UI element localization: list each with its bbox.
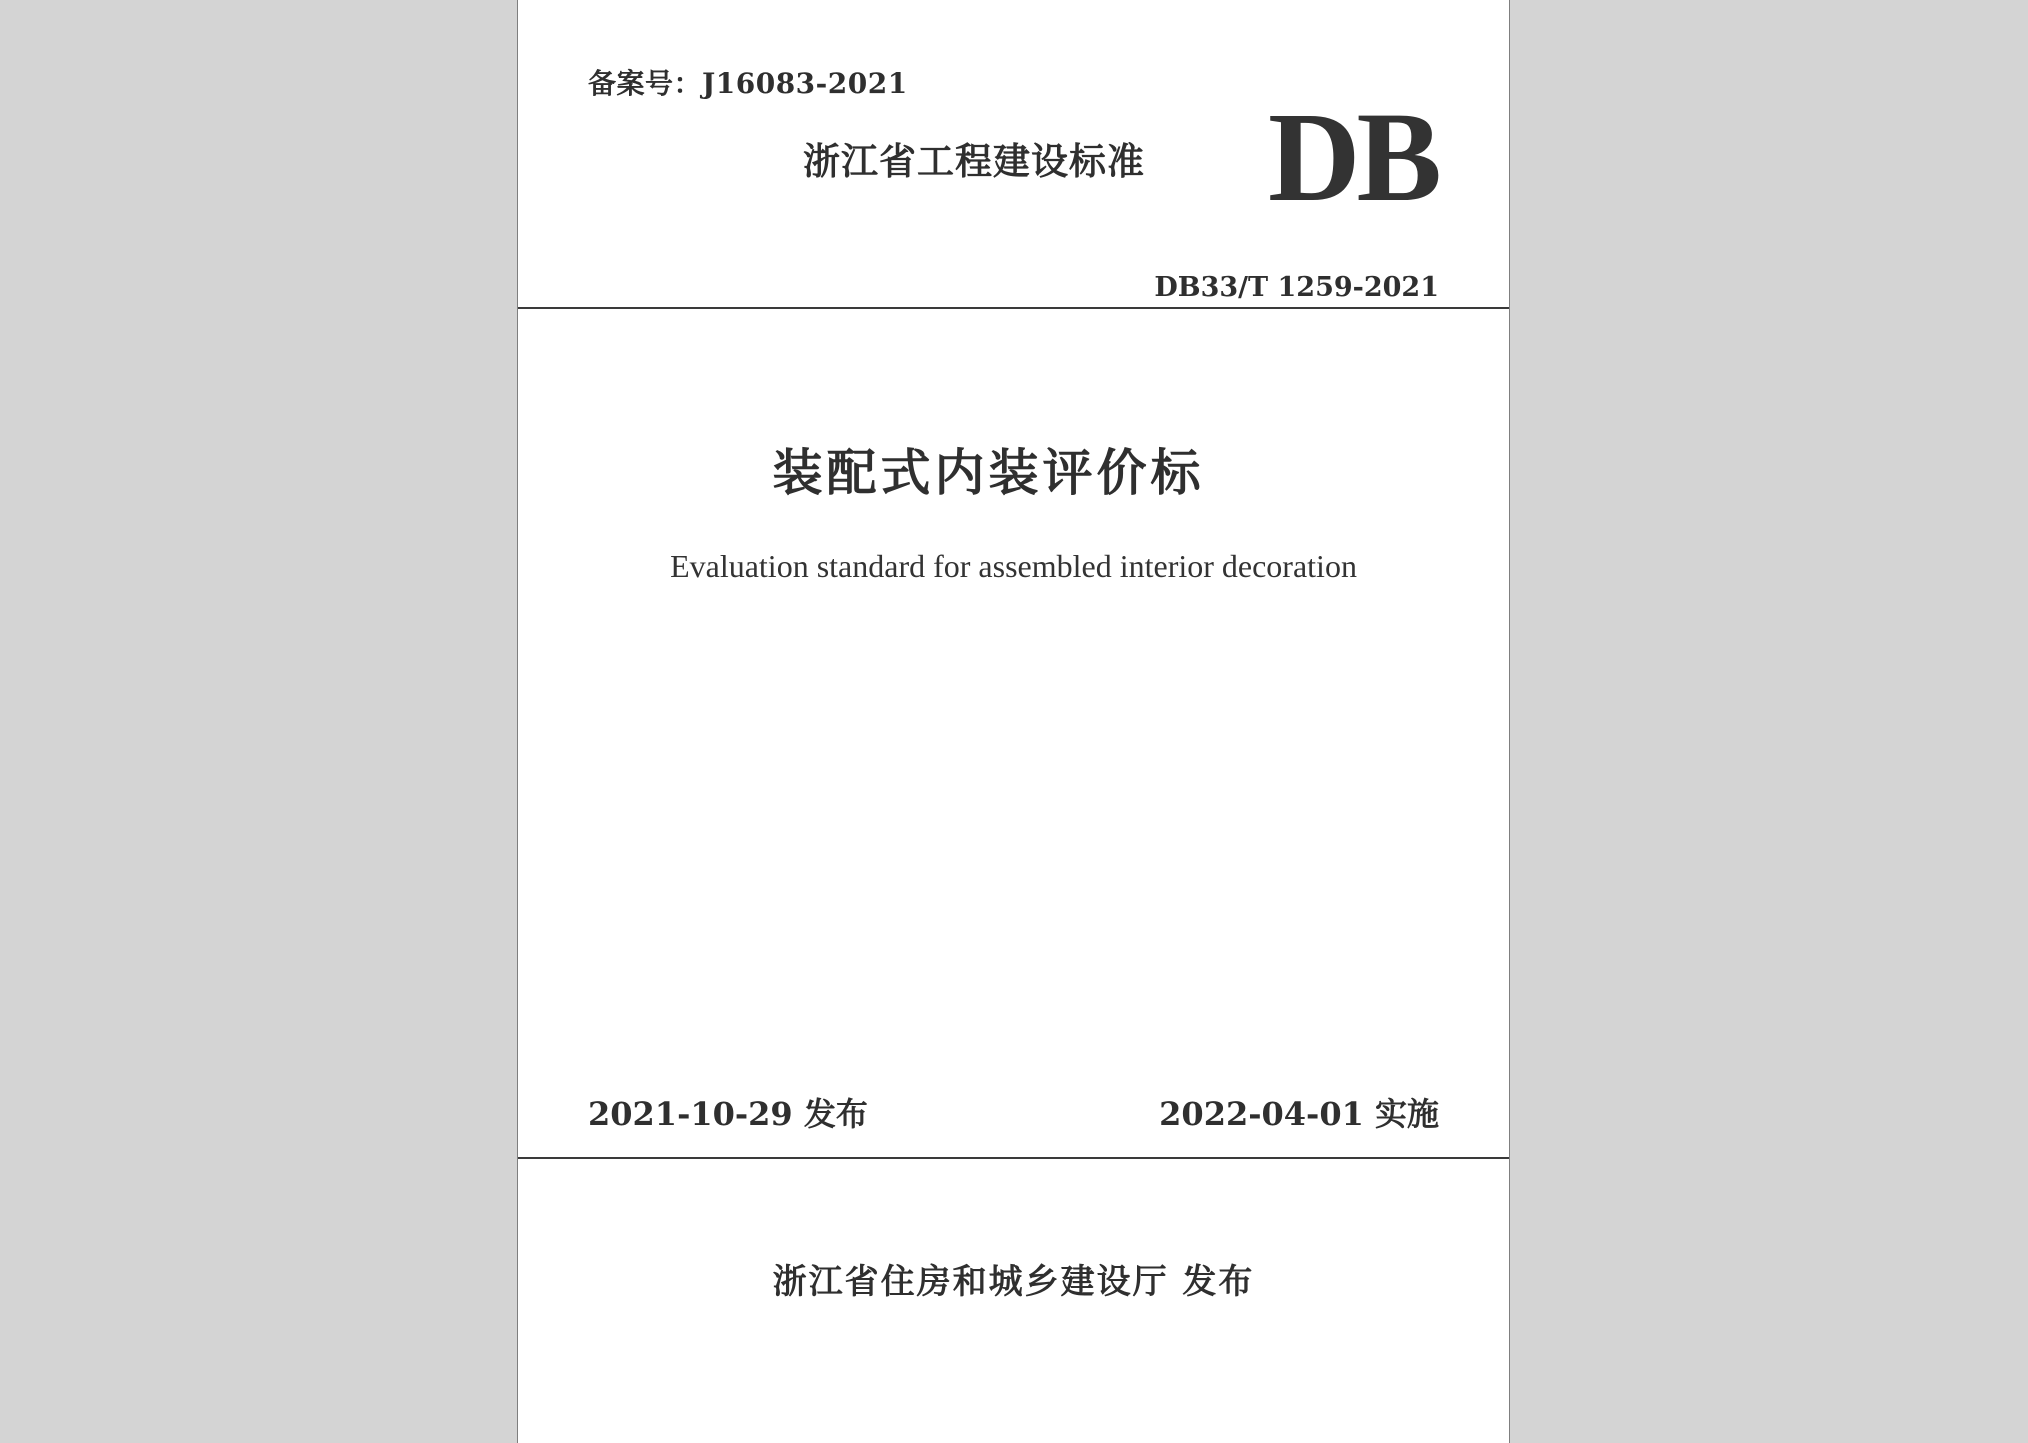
publisher: 浙江省住房和城乡建设厅 发布	[772, 1262, 1255, 1302]
document-page	[517, 0, 1510, 1443]
implementation-date: 2022-04-01 实施	[1159, 1095, 1439, 1133]
db-mark: DB	[1268, 86, 1438, 228]
title-chinese: 装配式内装评价标	[772, 444, 1205, 502]
standard-category: 浙江省工程建设标准	[803, 140, 1145, 183]
issue-date: 2021-10-29 发布	[588, 1095, 868, 1133]
top-divider	[518, 307, 1509, 309]
record-number: 备案号：J16083-2021	[588, 67, 908, 100]
title-english: Evaluation standard for assembled interior decoration	[670, 548, 1357, 584]
bottom-divider	[518, 1157, 1509, 1159]
standard-code: DB33/T 1259-2021	[1154, 272, 1439, 303]
